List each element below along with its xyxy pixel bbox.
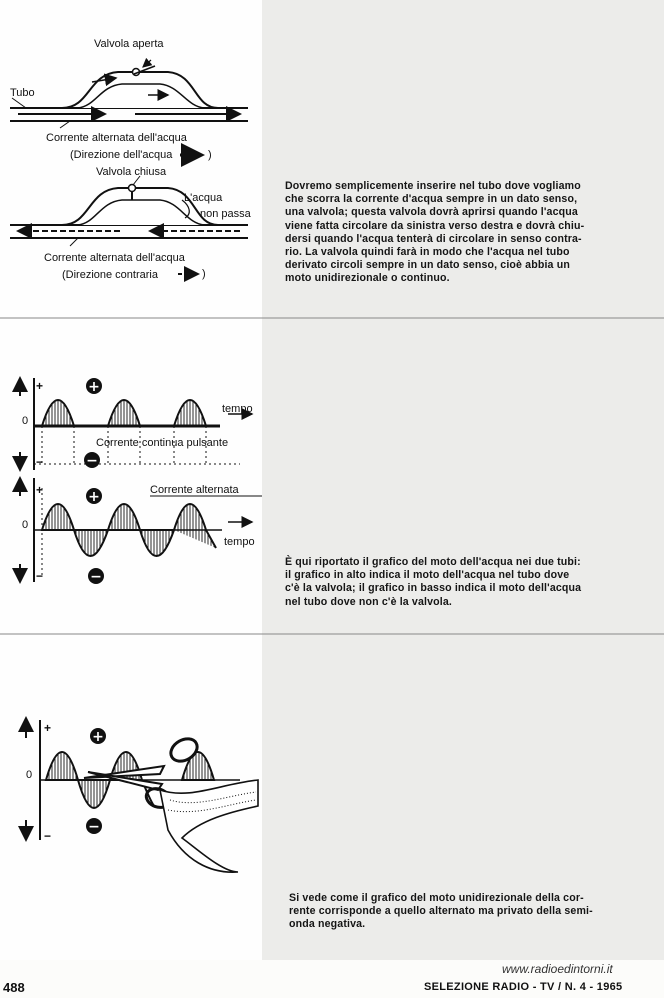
watermark: www.radioedintorni.it <box>502 962 613 976</box>
alternata-minus: − <box>36 569 44 583</box>
alternata-zero: 0 <box>22 519 29 531</box>
svg-text:+: + <box>92 729 104 745</box>
label-tubo: Tubo <box>10 87 35 99</box>
label-pulsante: Corrente continua pulsante <box>96 437 229 449</box>
magazine-title: SELEZIONE RADIO - TV / N. 4 - 1965 <box>424 981 623 993</box>
caption-alternata: Corrente alternata dell'acqua <box>46 132 187 144</box>
svg-text:−: − <box>88 819 100 835</box>
scissors-minus: − <box>44 829 52 843</box>
svg-text:−: − <box>90 569 102 585</box>
pipe-valve-open <box>10 60 248 128</box>
label-alternata: Corrente alternata <box>150 484 239 496</box>
pulsante-minus: − <box>36 455 44 469</box>
chart-pulsante <box>20 378 252 470</box>
caption-direzione: (Direzione dell'acqua <box>70 149 173 161</box>
alternata-plus: + <box>36 483 44 497</box>
svg-text:+: + <box>88 379 100 395</box>
scissors-plus: + <box>44 721 52 735</box>
pulsante-zero: 0 <box>22 415 29 427</box>
paragraph-valves: Dovremo semplicemente inserire nel tubo dove vogliamo che scorra la corrente d'acqua sempre in un dato senso, una valvola; questa valvola dovrà aprirsi quando l'acqua viene fatta circolare da sinistra verso destra e dovrà chiu- dersi quando l'acqua tenterà di circolare in senso contra- rio. La valvola quindi farà in modo che l'acqua nel tubo derivato circoli sempre in un dato senso, cioè abbia un moto unidirezionale o continuo. <box>285 180 585 285</box>
chart-scissors <box>26 718 258 872</box>
label-lacqua: L'acqua <box>184 192 223 204</box>
svg-text:): ) <box>208 149 212 161</box>
label-non-passa: non passa <box>200 208 251 220</box>
label-valvola-aperta: Valvola aperta <box>94 38 164 50</box>
paragraph-waveforms: È qui riportato il grafico del moto dell'acqua nei due tubi: il grafico in alto indica il moto dell'acqua nel tubo dove c'è la valvola; il grafico in basso indica il moto dell'acqua nel tubo dove non c'è la valvola. <box>285 556 582 608</box>
label-valvola-chiusa: Valvola chiusa <box>96 166 167 178</box>
pulsante-plus: + <box>36 379 44 393</box>
caption-alternata-2: Corrente alternata dell'acqua <box>44 252 185 264</box>
svg-text:): ) <box>202 268 206 280</box>
scissors-zero: 0 <box>26 769 33 781</box>
caption-contraria: (Direzione contraria <box>62 269 158 281</box>
paragraph-scissors: Si vede come il grafico del moto unidirezionale della cor- rente corrisponde a quello alternato ma privato della semi- onda negativa. <box>289 892 593 931</box>
page-number: 488 <box>3 980 25 995</box>
svg-text:−: − <box>86 453 98 469</box>
pulsante-tempo: tempo <box>222 403 253 415</box>
svg-text:+: + <box>88 489 100 505</box>
alternata-tempo: tempo <box>224 536 255 548</box>
